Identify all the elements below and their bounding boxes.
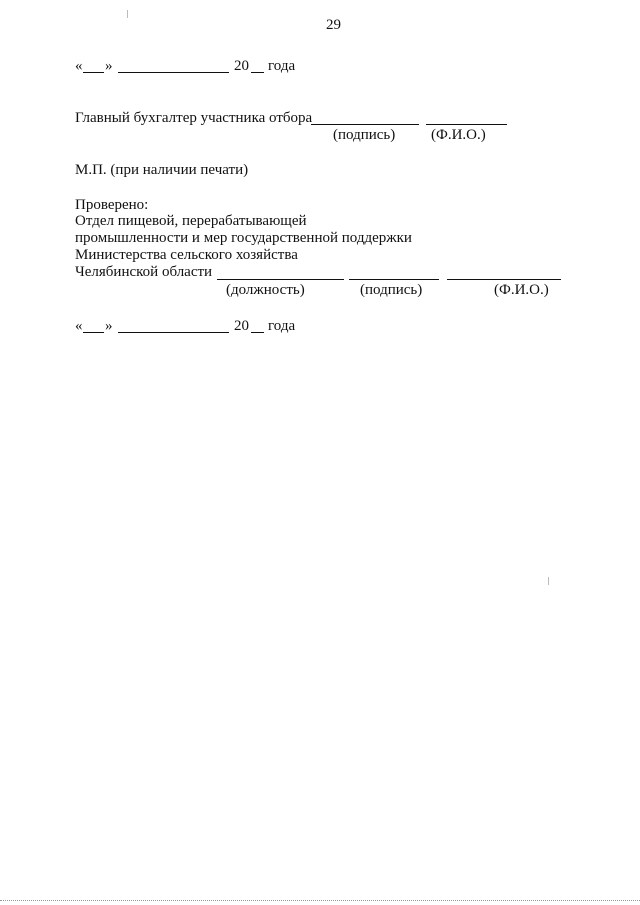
chief-accountant-name-caption: (Ф.И.О.) <box>431 127 486 143</box>
scan-mark-right <box>548 577 549 585</box>
chief-accountant-signature-blank <box>311 124 419 125</box>
date-month-blank <box>118 72 229 73</box>
date2-month-blank <box>118 332 229 333</box>
verified-department-line-2: промышленности и мер государственной поддержки <box>75 230 412 246</box>
date2-open-quote: « <box>75 318 83 334</box>
date2-day-blank <box>83 332 104 333</box>
date2-year-prefix: 20 <box>234 318 249 334</box>
verified-name-caption: (Ф.И.О.) <box>494 282 549 298</box>
verified-name-blank <box>447 279 561 280</box>
verified-signature-caption: (подпись) <box>360 282 423 298</box>
scan-mark-top <box>127 10 128 18</box>
date-open-quote: « <box>75 58 83 74</box>
verified-position-caption: (должность) <box>226 282 305 298</box>
verified-heading: Проверено: <box>75 197 149 213</box>
verified-department-line-1: Отдел пищевой, перерабатывающей <box>75 213 307 229</box>
date2-close-quote: » <box>105 318 113 334</box>
date2-year-blank <box>251 332 264 333</box>
verified-position-blank <box>217 279 344 280</box>
date2-year-word: года <box>268 318 296 334</box>
stamp-note: М.П. (при наличии печати) <box>75 162 249 178</box>
scan-bottom-edge <box>0 900 640 901</box>
date-day-blank <box>83 72 104 73</box>
date-close-quote: » <box>105 58 113 74</box>
verified-department-line-4: Челябинской области <box>75 264 213 280</box>
date-year-prefix: 20 <box>234 58 249 74</box>
chief-accountant-label: Главный бухгалтер участника отбора <box>75 110 313 126</box>
verified-signature-blank <box>349 279 439 280</box>
date-year-word: года <box>268 58 296 74</box>
date-year-blank <box>251 72 264 73</box>
page-number: 29 <box>326 17 341 33</box>
chief-accountant-signature-caption: (подпись) <box>333 127 396 143</box>
chief-accountant-name-blank <box>426 124 507 125</box>
verified-department-line-3: Министерства сельского хозяйства <box>75 247 298 263</box>
